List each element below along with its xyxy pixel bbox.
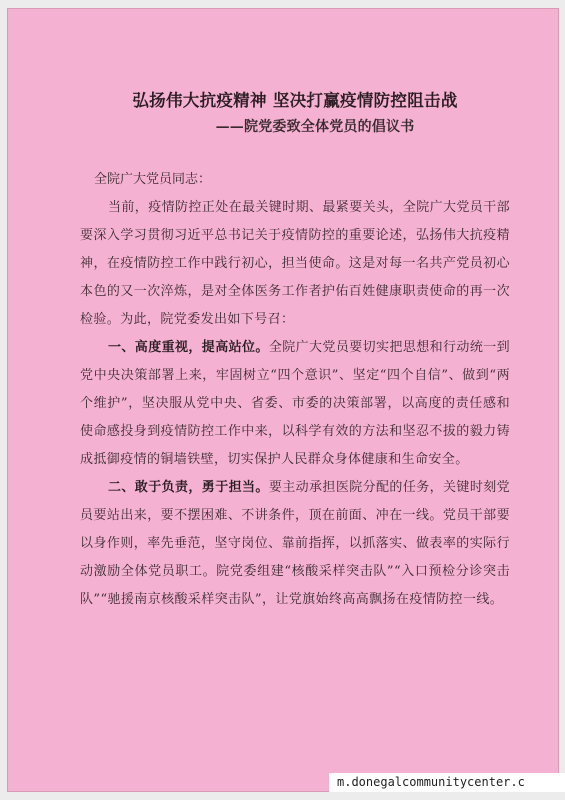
salutation: 全院广大党员同志： [94, 172, 212, 187]
site-watermark: m.donegalcommunitycenter.c [329, 773, 565, 792]
section-2-text: 要主动承担医院分配的任务，关键时刻党员要站出来，要不摆困难、不讲条件，顶在前面、冲在一线。党员干部要以身作则，率先垂范，坚守岗位、靠前指挥，以抓落实、做表率的实际行动激励全体党员职工。院党委组建“核酸采样突击队”“入口预检分诊突击队”“驰援南京核酸采样突击队”，让党旗始终高高飘扬在疫情防控一线。 [80, 480, 511, 607]
document-title: 弘扬伟大抗疫精神 坚决打赢疫情防控阻击战 [132, 91, 458, 110]
section-2-heading: 二、敢于负责，勇于担当。 [108, 480, 269, 495]
intro-paragraph: 当前，疫情防控正处在最关键时期、最紧要关头，全院广大党员干部要深入学习贯彻习近平总书记关于疫情防控的重要论述，弘扬伟大抗疫精神，在疫情防控工作中践行初心，担当使命。这是对每一名共产党员初心本色的又一次淬炼，是对全体医务工作者护佑百姓健康职责使命的再一次检验。为此，院党委发出如下号召： [80, 200, 511, 327]
section-1-text: 全院广大党员要切实把思想和行动统一到党中央决策部署上来，牢固树立“四个意识”、坚定“四个自信”、做到“两个维护”，坚决服从党中央、省委、市委的决策部署，以高度的责任感和使命感投身到疫情防控工作中来，以科学有效的方法和坚忍不拔的毅力铸成抵御疫情的铜墙铁壁，切实保护人民群众身体健康和生命安全。 [80, 340, 511, 467]
document-subtitle: ——院党委致全体党员的倡议书 [215, 119, 415, 135]
document-body [80, 87, 510, 614]
document-page [7, 8, 559, 792]
section-2-paragraph [80, 474, 510, 614]
section-1-paragraph [80, 334, 510, 474]
section-1-heading: 一、高度重视，提高站位。 [108, 340, 269, 355]
